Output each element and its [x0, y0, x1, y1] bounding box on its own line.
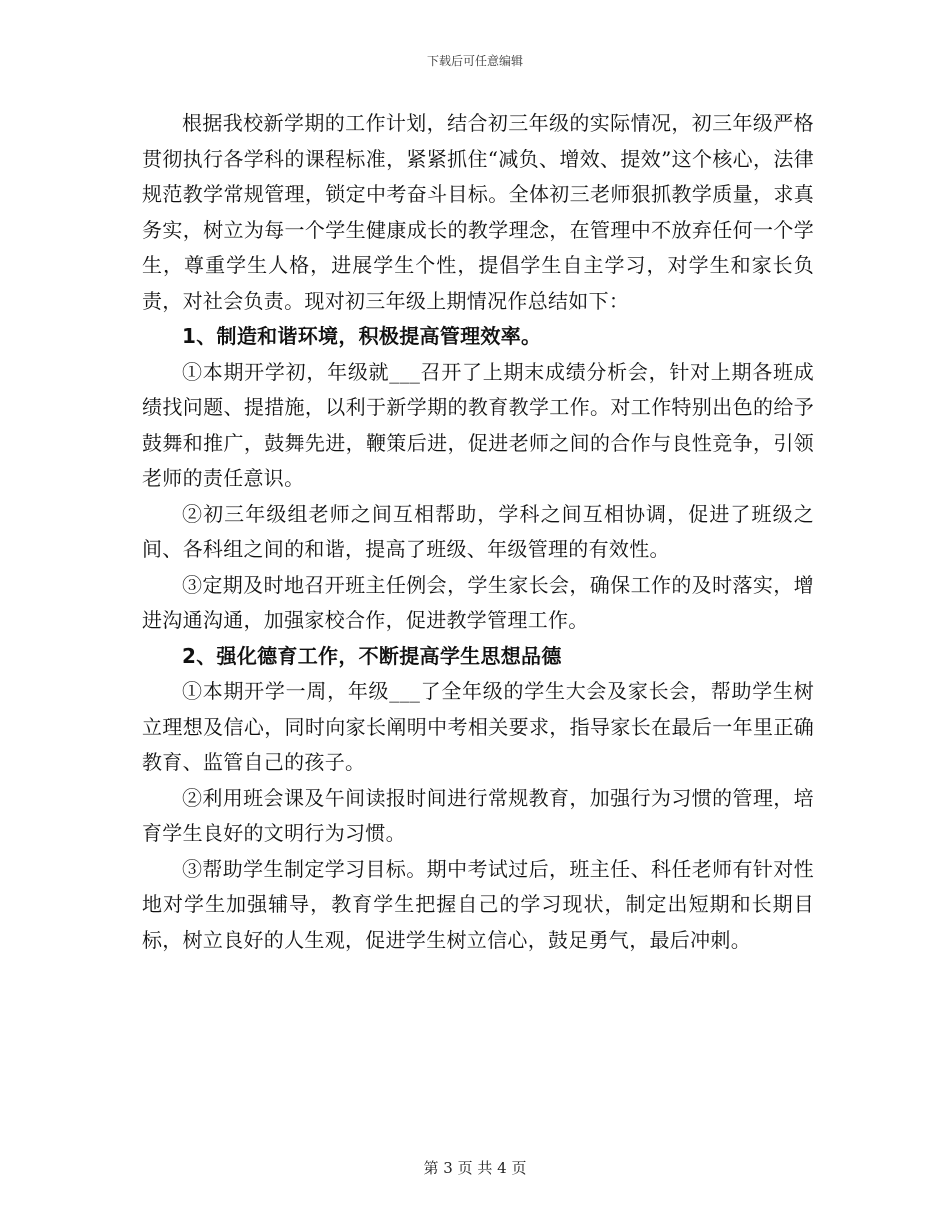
- page-number: 第 3 页 共 4 页: [423, 1159, 527, 1177]
- section-heading-1: 1、制造和谐环境，积极提高管理效率。: [182, 324, 542, 348]
- intro-paragraph: 根据我校新学期的工作计划，结合初三年级的实际情况，初三年级严格贯彻执行各学科的课程标准，紧紧抓住“减负、增效、提效”这个核心，法律规范教学常规管理，锁定中考奋斗目标。全体初三老师狠抓教学质量，求真务实，树立为每一个学生健康成长的教学理念，在管理中不放弃任何一个学生，尊重学生人格，进展学生个性，提倡学生自主学习，对学生和家长负责，对社会负责。现对初三年级上期情况作总结如下：: [142, 111, 814, 313]
- section-2-item-3: ③帮助学生制定学习目标。期中考试过后，班主任、科任老师有针对性地对学生加强辅导，教育学生把握自己的学习现状，制定出短期和长期目标，树立良好的人生观，促进学生树立信心，鼓足勇气，最后冲刺。: [142, 856, 814, 952]
- section-2-item-2: ②利用班会课及午间读报时间进行常规教育，加强行为习惯的管理，培育学生良好的文明行为习惯。: [142, 785, 814, 845]
- page-header-note: 下载后可任意编辑: [426, 54, 523, 68]
- section-heading-2: 2、强化德育工作，不断提高学生思想品德: [182, 643, 562, 668]
- section-1-item-1: ①本期开学初，年级就___召开了上期末成绩分析会，针对上期各班成绩找问题、提措施，以利于新学期的教育教学工作。对工作特别出色的给予鼓舞和推广，鼓舞先进，鞭策后进，促进老师之间的合作与良性竞争，引领老师的责任意识。: [142, 359, 814, 490]
- document-body: [142, 106, 814, 958]
- section-2-item-1: ①本期开学一周，年级___了全年级的学生大会及家长会，帮助学生树立理想及信心，同时向家长阐明中考相关要求，指导家长在最后一年里正确教育、监管自己的孩子。: [142, 679, 814, 774]
- section-1-item-2: ②初三年级组老师之间互相帮助，学科之间互相协调，促进了班级之间、各科组之间的和谐，提高了班级、年级管理的有效性。: [142, 501, 814, 561]
- section-1-item-3: ③定期及时地召开班主任例会，学生家长会，确保工作的及时落实，增进沟通沟通，加强家校合作，促进教学管理工作。: [142, 572, 814, 632]
